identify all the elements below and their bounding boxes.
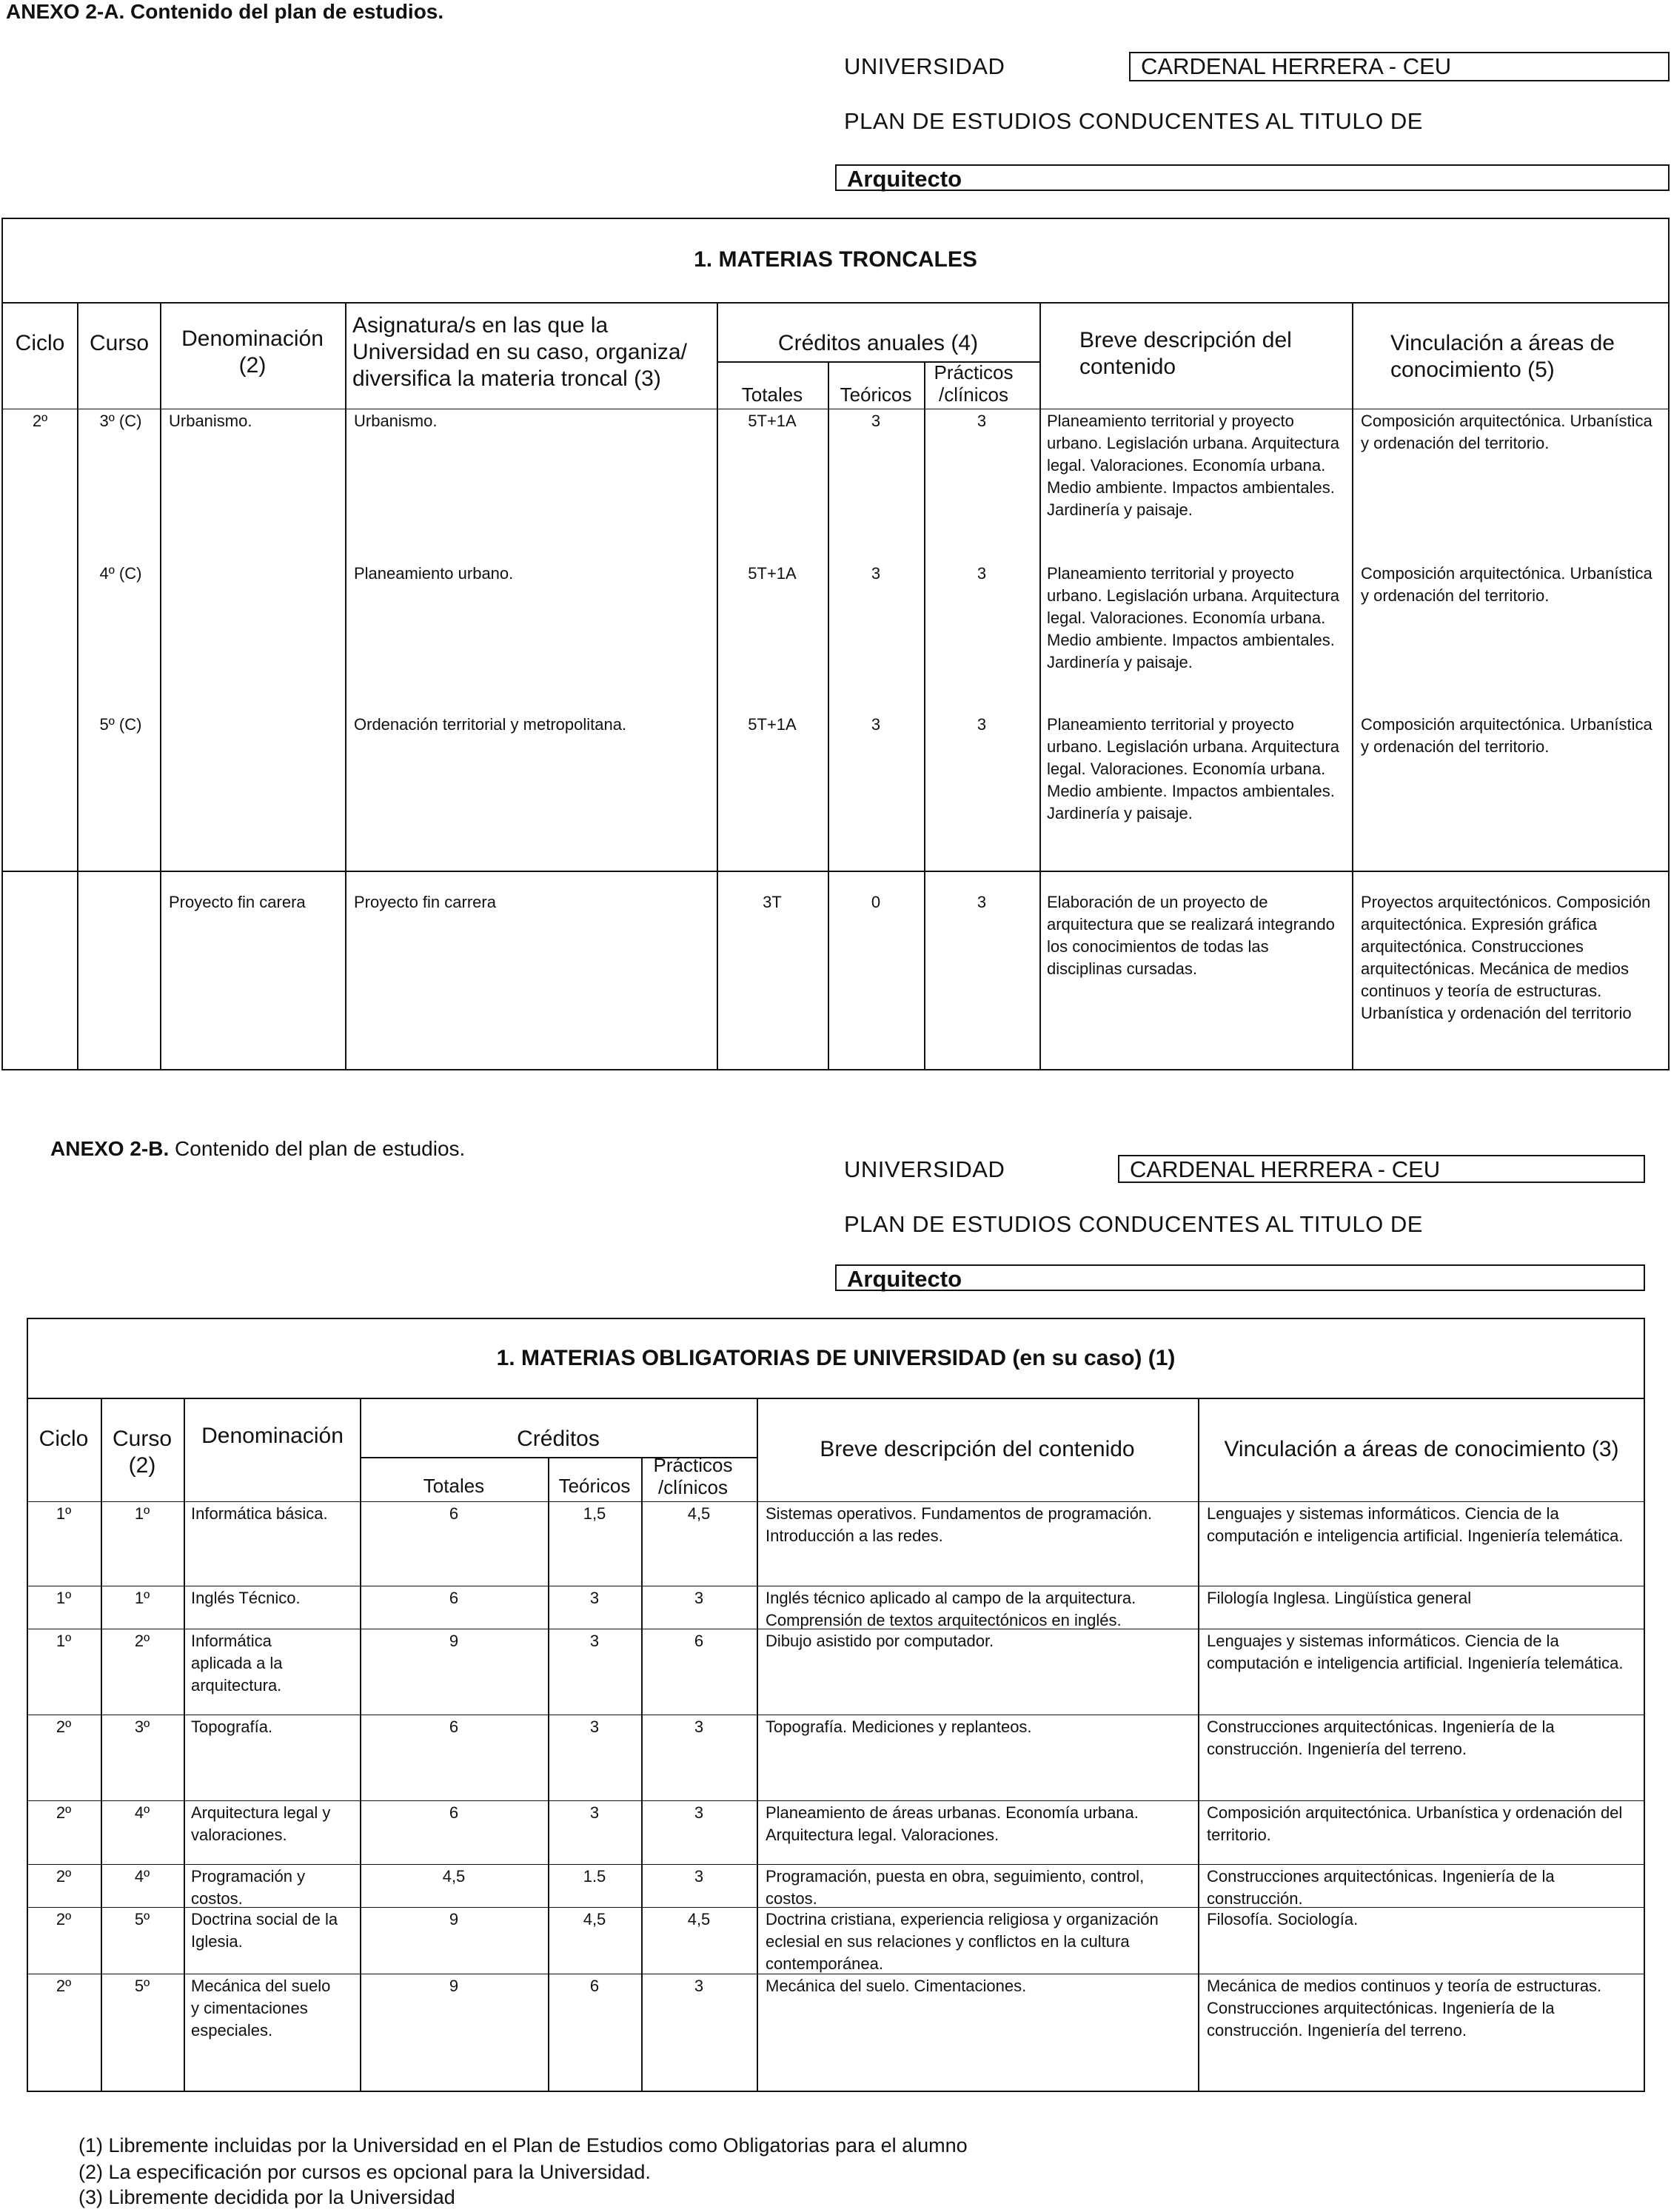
annex-b-header-ciclo: Ciclo [38,1427,89,1451]
annex-a-header-teoricos: Teóricos [840,383,912,406]
annex-a-header-totales: Totales [741,383,803,406]
annex-b-cell-totales: 6 [449,1504,459,1523]
annex-b-cell-vinculacion: Construcciones arquitectónicas. Ingeniería de la construcción. [1207,1867,1555,1908]
annex-b-cell-teoricos: 6 [589,1977,600,1995]
annex-a-universidad-box: CARDENAL HERRERA - CEU [1129,52,1670,81]
annex-b-cell-denominacion: Programación y costos. [191,1867,306,1908]
annex-a-cell-vinculacion: Composición arquitectónica. Urbanística y ordenación del territorio. [1361,564,1652,605]
annex-b-cell-ciclo: 2º [56,1910,72,1928]
annex-b-cell-totales: 6 [449,1589,459,1607]
annex-b-cell-practicos: 4,5 [687,1910,711,1928]
annex-b-cell-curso: 4º [134,1803,150,1822]
annex-b-cell-practicos: 3 [694,1867,704,1886]
annex-b-cell-vinculacion: Filosofía. Sociología. [1207,1910,1359,1928]
annex-b-cell-teoricos: 1.5 [583,1867,606,1886]
annex-b-header-practicos: Prácticos /clínicos [653,1454,733,1498]
annex-b-cell-denominacion: Topografía. [191,1717,273,1736]
annex-b-cell-ciclo: 2º [56,1867,72,1886]
annex-a-cell-descripcion: Elaboración de un proyecto de arquitectura que se realizará integrando los conocimientos de todas las disciplinas cursadas. [1047,893,1335,978]
annex-b-cell-teoricos: 1,5 [583,1504,606,1523]
annex-b-cell-ciclo: 1º [56,1632,72,1650]
annex-b-cell-curso: 5º [134,1977,150,1995]
annex-a-header-creditos: Créditos anuales (4) [777,331,979,355]
annex-a-cell-curso: 5º (C) [99,715,142,734]
annex-b-header-vinculacion: Vinculación a áreas de conocimiento (3) [1224,1437,1619,1461]
annex-a-cell-descripcion: Planeamiento territorial y proyecto urbano. Legislación urbana. Arquitectura legal. Valoraciones. Economía urbana. Medio ambiente. Impactos ambientales. Jardinería y paisaje. [1047,412,1340,519]
annex-b-cell-curso: 3º [134,1717,150,1736]
annex-b-cell-practicos: 3 [694,1717,704,1736]
annex-b-header-teoricos: Teóricos [558,1475,631,1497]
annex-a-cell-totales: 5T+1A [748,564,797,583]
footnote-2: (2) La especificación por cursos es opcional para la Universidad. [78,2161,651,2183]
annex-a-cell-practicos: 3 [977,564,987,583]
annex-b-header-descripcion: Breve descripción del contenido [820,1437,1135,1461]
annex-b-cell-curso: 2º [134,1632,150,1650]
annex-b-plan-label: PLAN DE ESTUDIOS CONDUCENTES AL TITULO DE [844,1211,1423,1237]
annex-a-cell-asignatura: Ordenación territorial y metropolitana. [354,715,627,734]
annex-a-cell-vinculacion: Proyectos arquitectónicos. Composición arquitectónica. Expresión gráfica arquitectónica. Construcciones arquitectónicas. Mecánica de medios continuos y teoría de estructuras. Urbanística y ordenación del territorio [1361,893,1651,1022]
annex-b-universidad-label: UNIVERSIDAD [844,1156,1005,1182]
annex-a-header-asignatura: Asignatura/s en las que la Universidad en su caso, organiza/ diversifica la materia troncal (3) [352,313,687,391]
annex-a-cell-denominacion: Urbanismo. [169,412,252,430]
annex-a-cell-practicos: 3 [977,715,987,734]
annex-b-header-creditos: Créditos [517,1427,600,1451]
annex-b-cell-vinculacion: Construcciones arquitectónicas. Ingeniería de la construcción. Ingeniería del terreno. [1207,1717,1555,1758]
annex-b-cell-descripcion: Inglés técnico aplicado al campo de la arquitectura. Comprensión de textos arquitectónicos en inglés. [766,1589,1136,1629]
annex-b-cell-denominacion: Informática aplicada a la arquitectura. [191,1632,283,1695]
annex-b-universidad-box: CARDENAL HERRERA - CEU [1118,1155,1645,1183]
annex-a-cell-vinculacion: Composición arquitectónica. Urbanística y ordenación del territorio. [1361,412,1652,452]
annex-a-plan-label: PLAN DE ESTUDIOS CONDUCENTES AL TITULO DE [844,108,1423,134]
annex-b-cell-practicos: 3 [694,1589,704,1607]
annex-b-cell-descripcion: Sistemas operativos. Fundamentos de programación. Introducción a las redes. [766,1504,1153,1545]
annex-a-cell-teoricos: 3 [871,715,881,734]
annex-b-title [50,1137,465,1161]
annex-b-cell-vinculacion: Mecánica de medios continuos y teoría de estructuras. Construcciones arquitectónicas. Ingeniería de la construcción. Ingeniería del terreno. [1207,1977,1602,2040]
annex-a-cell-vinculacion: Composición arquitectónica. Urbanística y ordenación del territorio. [1361,715,1652,756]
annex-b-cell-denominacion: Inglés Técnico. [191,1589,301,1607]
annex-b-cell-descripcion: Dibujo asistido por computador. [766,1632,994,1650]
annex-b-cell-descripcion: Planeamiento de áreas urbanas. Economía urbana. Arquitectura legal. Valoraciones. [766,1803,1139,1844]
annex-b-titulo-box: Arquitecto [835,1264,1645,1291]
annex-a-header-curso: Curso [89,331,150,355]
annex-a-header-practicos: Prácticos /clínicos [934,361,1014,406]
annex-a-cell-ciclo: 2º [32,412,48,430]
annex-b-cell-descripcion: Topografía. Mediciones y replanteos. [766,1717,1032,1736]
annex-b-cell-denominacion: Doctrina social de la Iglesia. [191,1910,338,1951]
annex-a-cell-teoricos: 0 [871,893,881,911]
annex-b-title-bold: ANEXO 2-B. [50,1137,170,1160]
annex-b-cell-ciclo: 2º [56,1977,72,1995]
footnote-1: (1) Libremente incluidas por la Universidad en el Plan de Estudios como Obligatorias para el alumno [78,2134,968,2156]
annex-a-cell-practicos: 3 [977,412,987,430]
annex-b-cell-descripcion: Doctrina cristiana, experiencia religiosa y organización eclesial en sus relaciones y conflictos en la cultura contemporánea. [766,1910,1159,1973]
annex-b-cell-teoricos: 3 [589,1717,600,1736]
annex-b-cell-ciclo: 2º [56,1717,72,1736]
annex-a-header-vinculacion: Vinculación a áreas de conocimiento (5) [1390,331,1615,382]
annex-a-cell-teoricos: 3 [871,564,881,583]
annex-b-cell-curso: 1º [134,1589,150,1607]
annex-a-title: ANEXO 2-A. Contenido del plan de estudios. [6,0,444,23]
annex-b-cell-totales: 6 [449,1717,459,1736]
annex-b-cell-denominacion: Informática básica. [191,1504,328,1523]
annex-b-cell-ciclo: 1º [56,1589,72,1607]
annex-b-cell-vinculacion: Filología Inglesa. Lingüística general [1207,1589,1472,1607]
annex-a-cell-totales: 5T+1A [748,715,797,734]
annex-b-cell-curso: 5º [134,1910,150,1928]
annex-b-header-curso: Curso (2) [112,1427,173,1478]
annex-a-cell-totales: 3T [763,893,782,911]
annex-b-cell-ciclo: 1º [56,1504,72,1523]
annex-b-header-denominacion: Denominación [201,1424,344,1448]
annex-b-cell-vinculacion: Lenguajes y sistemas informáticos. Ciencia de la computación e inteligencia artificial. Ingeniería telemática. [1207,1632,1624,1672]
annex-b-cell-practicos: 4,5 [687,1504,711,1523]
annex-b-cell-practicos: 6 [694,1632,704,1650]
annex-b-cell-descripcion: Programación, puesta en obra, seguimiento, control, costos. [766,1867,1145,1908]
annex-b-cell-totales: 6 [449,1803,459,1822]
annex-a-cell-descripcion: Planeamiento territorial y proyecto urbano. Legislación urbana. Arquitectura legal. Valoraciones. Economía urbana. Medio ambiente. Impactos ambientales. Jardinería y paisaje. [1047,715,1340,822]
annex-a-cell-curso: 3º (C) [99,412,142,430]
annex-b-cell-totales: 9 [449,1977,459,1995]
annex-a-cell-asignatura: Proyecto fin carrera [354,893,496,911]
annex-b-cell-curso: 4º [134,1867,150,1886]
annex-b-cell-teoricos: 4,5 [583,1910,606,1928]
annex-a-cell-denominacion: Proyecto fin carera [169,893,306,911]
annex-a-cell-asignatura: Urbanismo. [354,412,438,430]
annex-b-cell-teoricos: 3 [589,1632,600,1650]
annex-a-header-descripcion: Breve descripción del contenido [1079,328,1292,379]
annex-b-cell-practicos: 3 [694,1803,704,1822]
annex-b-cell-vinculacion: Lenguajes y sistemas informáticos. Ciencia de la computación e inteligencia artificial. Ingeniería telemática. [1207,1504,1624,1545]
annex-b-cell-totales: 9 [449,1910,459,1928]
annex-b-cell-descripcion: Mecánica del suelo. Cimentaciones. [766,1977,1027,1995]
annex-a-section-title: 1. MATERIAS TRONCALES [694,247,977,272]
annex-b-cell-practicos: 3 [694,1977,704,1995]
footnote-3: (3) Libremente decidida por la Universidad [78,2186,455,2208]
annex-b-cell-ciclo: 2º [56,1803,72,1822]
annex-b-cell-totales: 4,5 [442,1867,466,1886]
annex-b-cell-vinculacion: Composición arquitectónica. Urbanística y ordenación del territorio. [1207,1803,1623,1844]
annex-a-universidad-label: UNIVERSIDAD [844,53,1005,79]
annex-a-cell-descripcion: Planeamiento territorial y proyecto urbano. Legislación urbana. Arquitectura legal. Valoraciones. Economía urbana. Medio ambiente. Impactos ambientales. Jardinería y paisaje. [1047,564,1340,671]
annex-a-header-denominacion: Denominación (2) [181,326,324,378]
annex-b-section-title: 1. MATERIAS OBLIGATORIAS DE UNIVERSIDAD (en su caso) (1) [496,1346,1176,1370]
annex-a-cell-practicos: 3 [977,893,987,911]
annex-b-cell-totales: 9 [449,1632,459,1650]
annex-a-cell-curso: 4º (C) [99,564,142,583]
annex-b-title-rest: Contenido del plan de estudios. [169,1137,466,1160]
annex-b-cell-teoricos: 3 [589,1803,600,1822]
annex-a-cell-teoricos: 3 [871,412,881,430]
annex-a-titulo-box: Arquitecto [835,164,1670,191]
annex-a-header-ciclo: Ciclo [15,331,65,355]
annex-b-header-totales: Totales [423,1475,485,1497]
annex-a-cell-asignatura: Planeamiento urbano. [354,564,514,583]
annex-b-cell-teoricos: 3 [589,1589,600,1607]
annex-b-cell-denominacion: Arquitectura legal y valoraciones. [191,1803,331,1844]
annex-b-cell-curso: 1º [134,1504,150,1523]
annex-a-cell-totales: 5T+1A [748,412,797,430]
annex-b-cell-denominacion: Mecánica del suelo y cimentaciones especiales. [191,1977,331,2040]
